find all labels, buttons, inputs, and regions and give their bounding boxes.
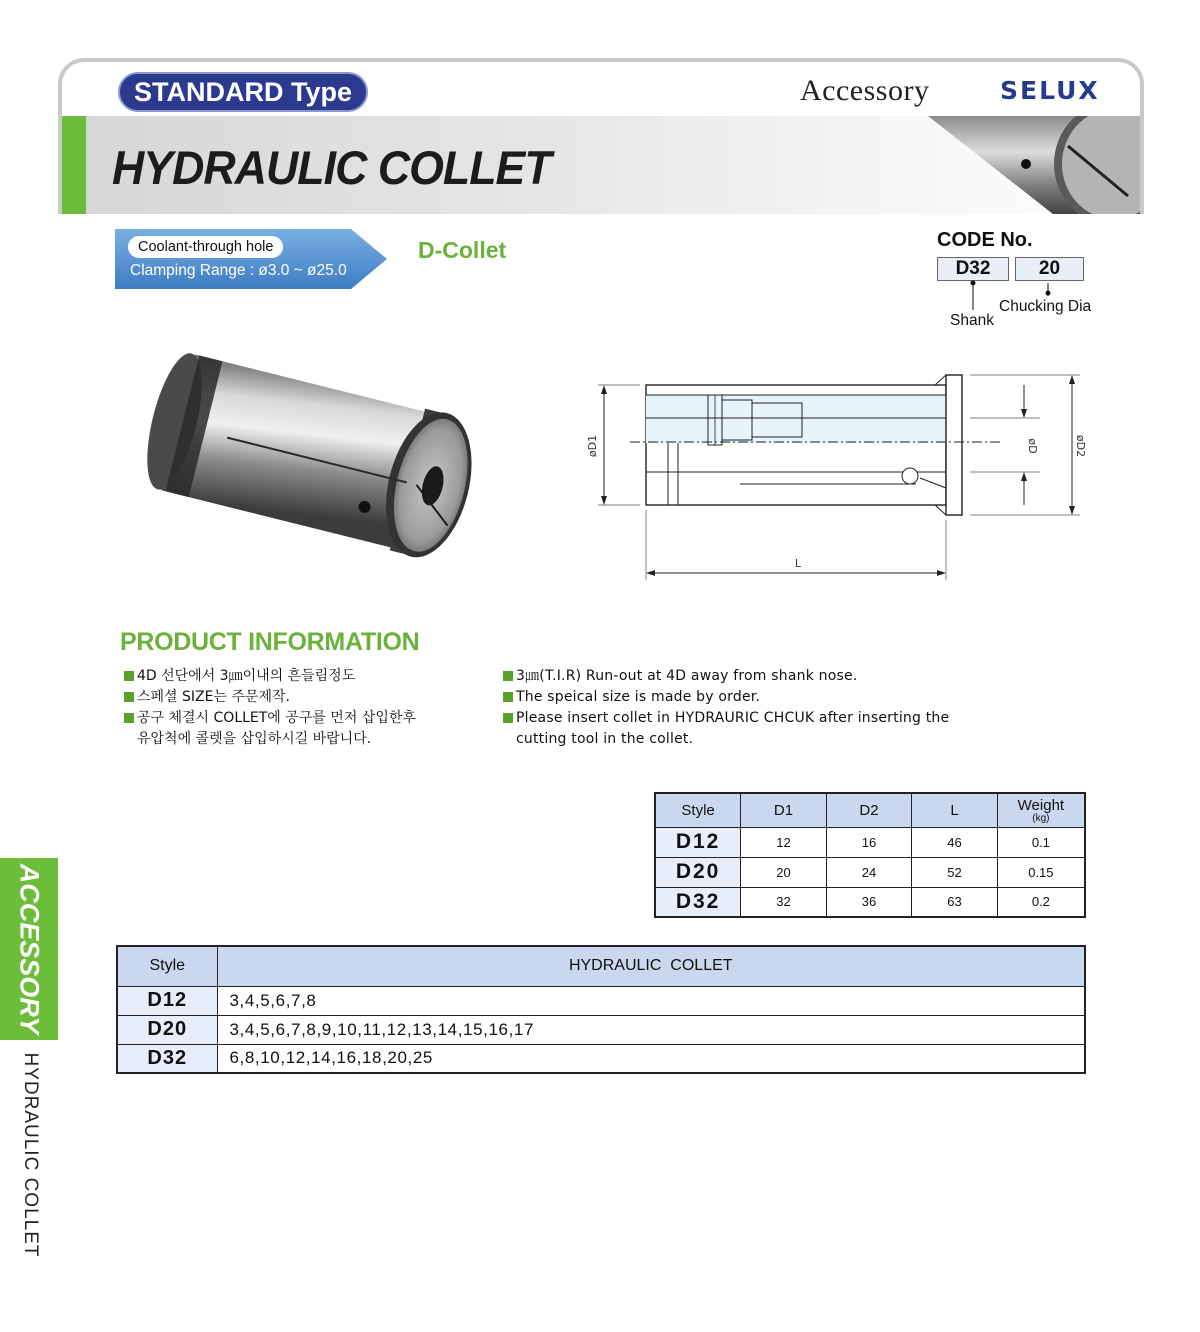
code-dia-box: 20 — [1015, 257, 1084, 281]
table-header-row — [655, 793, 1085, 827]
bullet-square-icon — [503, 671, 513, 681]
table-row: D12 3,4,5,6,7,8 — [117, 986, 1085, 1015]
table-row: D20 20 24 52 0.15 — [655, 857, 1085, 887]
table-row: D12 12 16 46 0.1 — [655, 827, 1085, 857]
product-info-english — [503, 666, 1003, 750]
collet-range-table — [116, 945, 1086, 1074]
list-item: The speical size is made by order. — [503, 687, 1003, 708]
weight-unit: (kg) — [1032, 812, 1050, 824]
col-style: Style — [117, 946, 217, 986]
clamping-range-label: Clamping Range : ø3.0 ~ ø25.0 — [130, 262, 347, 279]
bullet-square-icon — [503, 692, 513, 702]
chucking-dia-label: Chucking Dia — [999, 298, 1092, 315]
shank-label: Shank — [950, 312, 994, 329]
col-weight: Weight (kg) — [997, 793, 1085, 827]
product-info-korean — [124, 666, 484, 750]
standard-type-badge: STANDARD Type — [118, 72, 368, 112]
table-row: D20 3,4,5,6,7,8,9,10,11,12,13,14,15,16,17 — [117, 1015, 1085, 1044]
dim-l-label: L — [794, 557, 802, 570]
product-info-title: PRODUCT INFORMATION — [120, 628, 420, 656]
list-item: 4D 선단에서 3㎛이내의 흔들림정도 — [124, 666, 484, 687]
dimension-table — [654, 792, 1086, 918]
bullet-square-icon — [124, 671, 134, 681]
collet-type-label: D-Collet — [418, 237, 507, 263]
side-tab-label: ACCESSORY — [14, 863, 45, 1035]
col-d2: D2 — [826, 793, 912, 827]
brand-logo: SELUX — [1000, 76, 1100, 105]
code-shank-box: D32 — [937, 257, 1009, 281]
col-hydraulic-collet: HYDRAULIC COLLET — [217, 946, 1085, 986]
table-row: D32 6,8,10,12,14,16,18,20,25 — [117, 1044, 1085, 1073]
category-label: Accessory — [800, 74, 930, 107]
list-item: Please insert collet in HYDRAURIC CHCUK after inserting the — [503, 708, 1003, 729]
list-item-continuation: cutting tool in the collet. — [516, 731, 694, 747]
technical-drawing — [580, 370, 1100, 590]
bullet-square-icon — [124, 713, 134, 723]
side-caption: HYDRAULIC COLLET — [20, 1052, 41, 1258]
list-item-continuation: 유압척에 콜렛을 삽입하시길 바랍니다. — [137, 731, 372, 747]
col-d1: D1 — [741, 793, 827, 827]
code-title: CODE No. — [937, 229, 1033, 251]
bullet-square-icon — [124, 692, 134, 702]
col-style: Style — [655, 793, 741, 827]
collet-product-image — [118, 340, 498, 590]
header-collet-image — [928, 116, 1144, 214]
coolant-through-label: Coolant-through hole — [128, 236, 283, 258]
list-item: 공구 체결시 COLLET에 공구를 먼저 삽입한후 — [124, 708, 484, 729]
col-l: L — [912, 793, 998, 827]
dim-d-label: øD — [1026, 438, 1039, 454]
dim-d2-label: øD2 — [1074, 434, 1087, 458]
table-row: D32 32 36 63 0.2 — [655, 887, 1085, 917]
header-frame — [58, 58, 1144, 214]
dim-d1-label: øD1 — [586, 434, 599, 458]
page-title: HYDRAULIC COLLET — [112, 141, 551, 194]
list-item: 스페셜 SIZE는 주문제작. — [124, 687, 484, 708]
bullet-square-icon — [503, 713, 513, 723]
list-item: 3㎛(T.I.R) Run-out at 4D away from shank nose. — [503, 666, 1003, 687]
header-green-accent — [62, 116, 86, 214]
table-header-row — [117, 946, 1085, 986]
